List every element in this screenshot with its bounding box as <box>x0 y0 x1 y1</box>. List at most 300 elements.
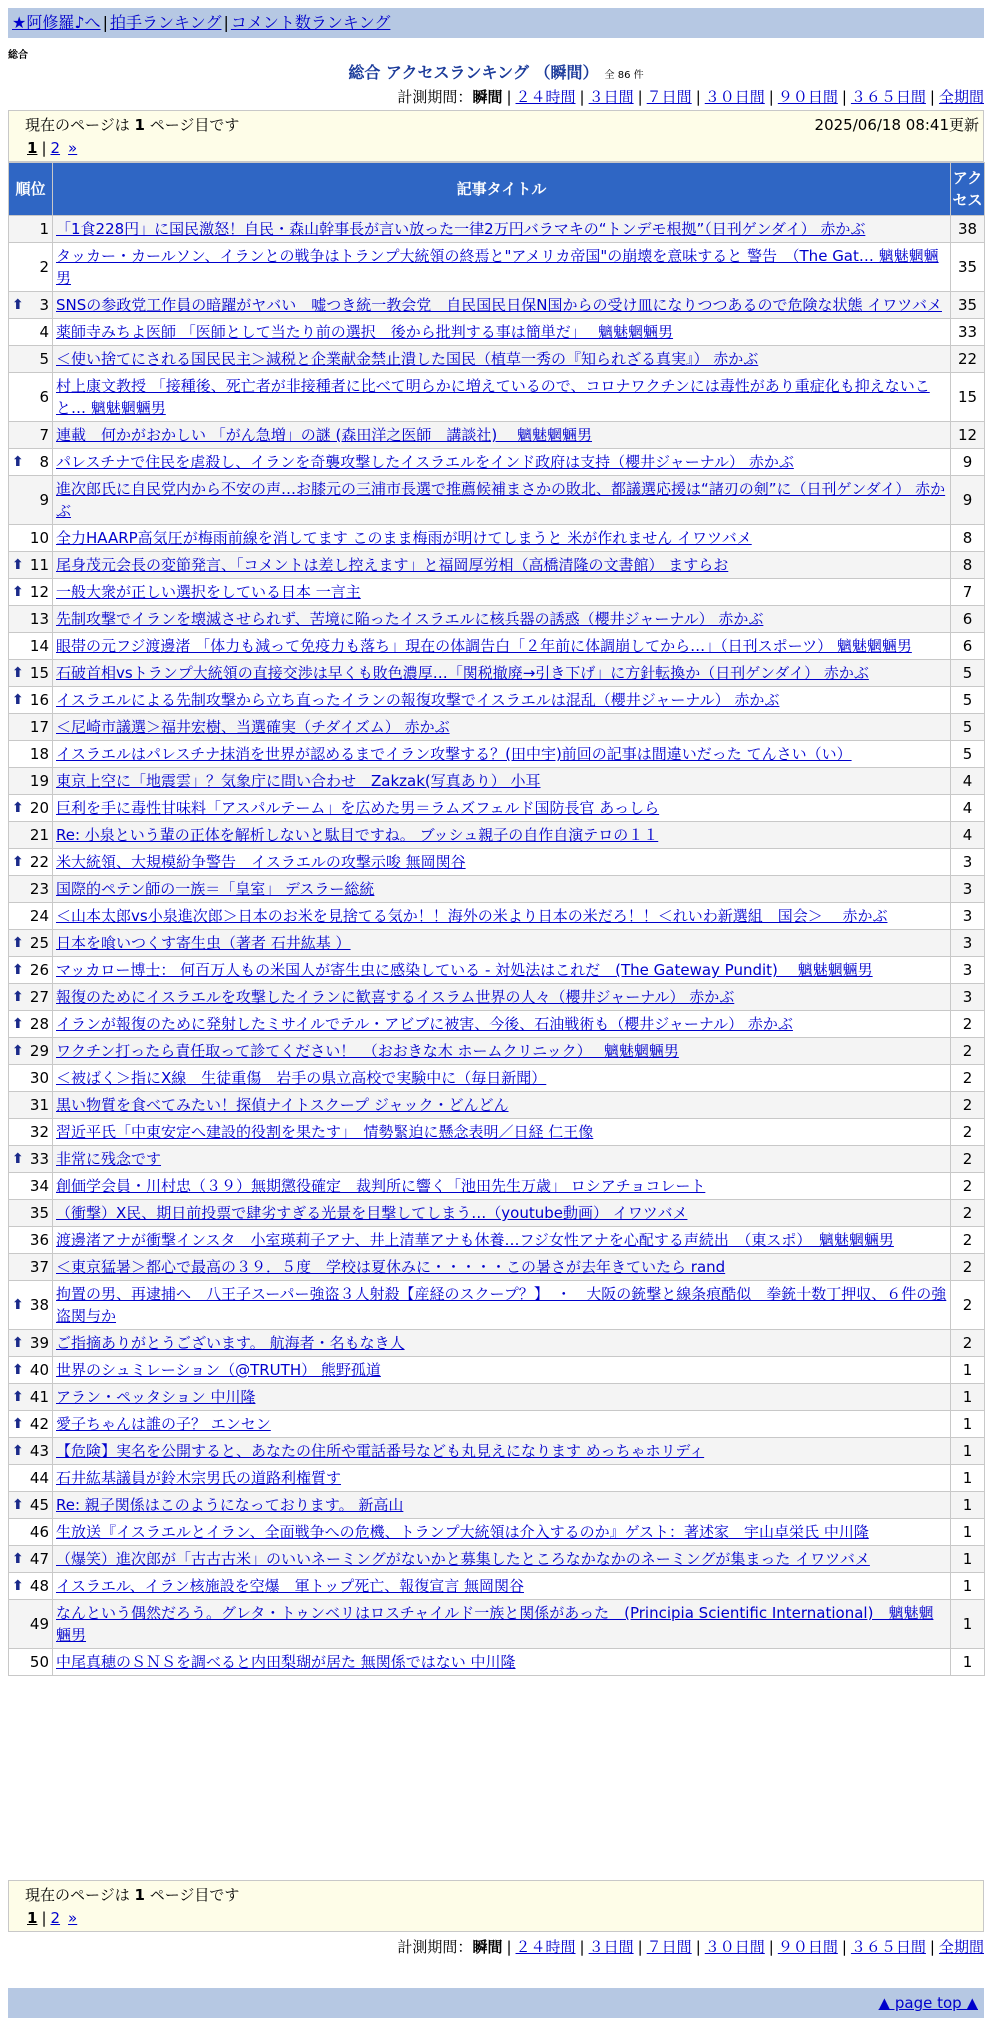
table-row <box>9 1573 985 1600</box>
pager: 1 | 2 » <box>27 1909 78 1927</box>
pager-next[interactable]: » <box>68 1909 78 1927</box>
rank-number: 40 <box>29 1361 49 1379</box>
rank-cell <box>9 984 53 1011</box>
access-count: 2 <box>951 1330 985 1357</box>
table-row <box>9 1600 985 1649</box>
article-link[interactable]: ご指摘ありがとうございます。 航海者・名もなき人 <box>56 1334 405 1352</box>
title-cell <box>53 373 951 422</box>
article-link[interactable]: なんという偶然だろう。グレタ・トゥンベリはロスチャイルド一族と関係があった (Principia Scientific International) 魑魅魍魎男 <box>56 1604 934 1644</box>
title-cell <box>53 1011 951 1038</box>
title-cell <box>53 1357 951 1384</box>
table-row <box>9 1357 985 1384</box>
rank-number: 43 <box>29 1442 49 1460</box>
rank-number: 26 <box>29 961 49 979</box>
access-count: 35 <box>951 243 985 292</box>
rank-cell <box>9 1600 53 1649</box>
rank-cell <box>9 525 53 552</box>
title-cell <box>53 1546 951 1573</box>
home-link[interactable]: ★阿修羅♪へ <box>12 13 101 32</box>
rank-cell <box>9 1065 53 1092</box>
article-link[interactable]: Re: 親子関係はこのようになっております。 新高山 <box>56 1496 404 1514</box>
access-count: 1 <box>951 1600 985 1649</box>
rank-number: 20 <box>29 799 49 817</box>
title-cell <box>53 1146 951 1173</box>
rank-number: 5 <box>39 350 49 368</box>
article-link[interactable]: SNSの参政党工作員の暗躍がヤバい 嘘つき統一教会党 自民国民日保N国からの受け皿になりつつあるので危険な状態 イワツバメ <box>56 296 942 314</box>
article-link[interactable]: 村上康文教授 「接種後、死亡者が非接種者に比べて明らかに増えているので、コロナワクチンには毒性があり重症化も抑えないこと… 魑魅魍魎男 <box>56 377 930 417</box>
ranking-heading <box>8 62 984 87</box>
access-count: 5 <box>951 660 985 687</box>
table-row <box>9 1411 985 1438</box>
period-link-365d[interactable]: ３６５日間 <box>850 1938 926 1956</box>
table-row <box>9 1384 985 1411</box>
title-cell <box>53 795 951 822</box>
period-link-7d[interactable]: ７日間 <box>646 88 692 106</box>
separator: | <box>102 13 108 32</box>
article-link[interactable]: イスラエル、イラン核施設を空爆 軍トップ死亡、報復宣言 無岡関谷 <box>56 1577 524 1595</box>
article-link[interactable]: アラン・ペッタション 中川隆 <box>56 1388 256 1406</box>
table-row <box>9 292 985 319</box>
pager-next[interactable]: » <box>68 139 78 157</box>
article-link[interactable]: 黒い物質を食べてみたい！探偵ナイトスクープ ジャック・どんどん <box>56 1096 509 1114</box>
access-count: 9 <box>951 449 985 476</box>
access-count: 3 <box>951 957 985 984</box>
access-count: 8 <box>951 552 985 579</box>
rank-up-arrow-icon: ⬆ <box>12 989 24 1005</box>
title-cell <box>53 1119 951 1146</box>
table-row <box>9 687 985 714</box>
applause-ranking-link[interactable]: 拍手ランキング <box>109 13 222 32</box>
title-cell <box>53 1519 951 1546</box>
rank-cell <box>9 1092 53 1119</box>
rank-number: 25 <box>29 934 49 952</box>
col-access-header: アクセス <box>951 163 985 216</box>
rank-number: 8 <box>39 453 49 471</box>
article-link[interactable]: 習近平氏「中東安定へ建設的役割を果たす」 情勢緊迫に懸念表明／日経 仁王像 <box>56 1123 594 1141</box>
article-link[interactable]: 巨利を手に毒性甘味料「アスパルテーム」を広めた男＝ラムズフェルド国防長官 あっしら <box>56 799 660 817</box>
table-row <box>9 1200 985 1227</box>
item-count: 全 86 件 <box>604 70 644 81</box>
title-cell <box>53 552 951 579</box>
title-cell <box>53 1573 951 1600</box>
table-row <box>9 346 985 373</box>
article-link[interactable]: マッカロー博士： 何百万人もの米国人が寄生虫に感染している - 対処法はこれだ (The Gateway Pundit) 魑魅魍魎男 <box>56 961 873 979</box>
rank-up-arrow-icon: ⬆ <box>12 1578 24 1594</box>
article-link[interactable]: 石井紘基議員が鈴木宗男氏の道路利権質す <box>56 1469 342 1487</box>
table-header-row <box>9 163 985 216</box>
rank-number: 1 <box>39 220 49 238</box>
rank-cell <box>9 876 53 903</box>
article-link[interactable]: 世界のシュミレーション（@TRUTH） 熊野孤道 <box>56 1361 381 1379</box>
rank-up-arrow-icon: ⬆ <box>12 584 24 600</box>
access-count: 3 <box>951 903 985 930</box>
access-count: 3 <box>951 849 985 876</box>
title-cell <box>53 1065 951 1092</box>
title-cell <box>53 1438 951 1465</box>
table-row <box>9 579 985 606</box>
rank-cell <box>9 1281 53 1330</box>
table-row <box>9 1519 985 1546</box>
title-cell <box>53 422 951 449</box>
article-link[interactable]: 報復のためにイスラエルを攻撃したイランに歓喜するイスラム世界の人々（櫻井ジャーナル） 赤かぶ <box>56 988 735 1006</box>
access-count: 4 <box>951 768 985 795</box>
pager: 1 | 2 » <box>27 139 78 157</box>
period-link-3d[interactable]: ３日間 <box>588 1938 634 1956</box>
table-row <box>9 1173 985 1200</box>
access-count: 7 <box>951 579 985 606</box>
rank-cell <box>9 552 53 579</box>
access-count: 3 <box>951 984 985 1011</box>
rank-number: 2 <box>39 258 49 276</box>
rank-number: 38 <box>29 1296 49 1314</box>
access-count: 5 <box>951 714 985 741</box>
rank-up-arrow-icon: ⬆ <box>12 962 24 978</box>
period-selector-top: 計測期間：瞬間 | ２４時間 | ３日間 | ７日間 | ３０日間 | ９０日間 | ３６５日間 | 全期間 <box>397 88 984 106</box>
access-count: 1 <box>951 1384 985 1411</box>
article-link[interactable]: 中尾真穂のＳＮＳを調べると内田梨瑚が居た 無関係ではない 中川隆 <box>56 1653 516 1671</box>
article-link[interactable]: 石破首相vsトランプ大統領の直接交渉は早くも敗色濃厚…「関税撤廃→引き下げ」に方針転換か（日刊ゲンダイ） 赤かぶ <box>56 664 869 682</box>
access-count: 6 <box>951 633 985 660</box>
rank-number: 32 <box>29 1123 49 1141</box>
title-cell <box>53 449 951 476</box>
title-cell <box>53 1384 951 1411</box>
period-link-all[interactable]: 全期間 <box>938 1938 984 1956</box>
rank-number: 37 <box>29 1258 49 1276</box>
rank-cell <box>9 292 53 319</box>
rank-up-arrow-icon: ⬆ <box>12 297 24 313</box>
article-link[interactable]: イスラエルはパレスチナ抹消を世界が認めるまでイラン攻撃する？(田中宇)前回の記事は間違いだった てんさい（い） <box>56 745 852 763</box>
rank-cell <box>9 768 53 795</box>
title-cell <box>53 687 951 714</box>
rank-number: 41 <box>29 1388 49 1406</box>
title-cell <box>53 579 951 606</box>
ranking-body <box>9 216 985 1676</box>
table-row <box>9 1281 985 1330</box>
article-link[interactable]: 創価学会員・川村忠（３９）無期懲役確定 裁判所に響く「池田先生万歳」 ロシアチョコレート <box>56 1177 706 1195</box>
article-link[interactable]: 連載 何かがおかしい 「がん急増」の謎 (森田洋之医師 講談社) 魑魅魍魎男 <box>56 426 593 444</box>
rank-number: 46 <box>29 1523 49 1541</box>
period-link-24h[interactable]: ２４時間 <box>515 1938 576 1956</box>
ranking-title: 総合 アクセスランキング （瞬間） <box>348 63 599 82</box>
article-link[interactable]: 非常に残念です <box>56 1150 162 1168</box>
article-link[interactable]: ＜東京猛暑＞都心で最高の３９．５度 学校は夏休みに・・・・・この暑さが去年きていたら rand <box>56 1258 726 1276</box>
rank-number: 39 <box>29 1334 49 1352</box>
table-row <box>9 930 985 957</box>
rank-cell <box>9 930 53 957</box>
rank-cell <box>9 795 53 822</box>
rank-cell <box>9 660 53 687</box>
rank-number: 49 <box>29 1615 49 1633</box>
title-cell <box>53 1038 951 1065</box>
table-row <box>9 1011 985 1038</box>
rank-number: 13 <box>29 610 49 628</box>
rank-up-arrow-icon: ⬆ <box>12 557 24 573</box>
rank-number: 36 <box>29 1231 49 1249</box>
rank-cell <box>9 1649 53 1676</box>
pager-link-2[interactable]: 2 <box>50 139 61 157</box>
table-row <box>9 449 985 476</box>
rank-up-arrow-icon: ⬆ <box>12 1151 24 1167</box>
table-row <box>9 714 985 741</box>
table-row <box>9 660 985 687</box>
rank-cell <box>9 1330 53 1357</box>
title-cell <box>53 1649 951 1676</box>
article-link[interactable]: 【危険】実名を公開すると、あなたの住所や電話番号なども丸見えになります めっちゃホリディ <box>56 1442 705 1460</box>
rank-cell <box>9 822 53 849</box>
rank-cell <box>9 1227 53 1254</box>
rank-up-arrow-icon: ⬆ <box>12 935 24 951</box>
page-top-link[interactable]: ▲ page top ▲ <box>878 1994 978 2012</box>
rank-cell <box>9 1357 53 1384</box>
rank-number: 44 <box>29 1469 49 1487</box>
article-link[interactable]: Re: 小泉という輩の正体を解析しないと駄目ですね。 ブッシュ親子の自作自演テロの１１ <box>56 826 659 844</box>
title-cell <box>53 633 951 660</box>
rank-number: 28 <box>29 1015 49 1033</box>
article-link[interactable]: イスラエルによる先制攻撃から立ち直ったイランの報復攻撃でイスラエルは混乱（櫻井ジャーナル） 赤かぶ <box>56 691 780 709</box>
article-link[interactable]: 「1食228円」に国民激怒！自民・森山幹事長が言い放った一律2万円バラマキの“トンデモ根拠”（日刊ゲンダイ） 赤かぶ <box>56 220 866 238</box>
article-link[interactable]: 一般大衆が正しい選択をしている日本 一言主 <box>56 583 361 601</box>
title-cell <box>53 930 951 957</box>
period-link-7d[interactable]: ７日間 <box>646 1938 692 1956</box>
table-row <box>9 1330 985 1357</box>
title-cell <box>53 1227 951 1254</box>
access-count: 2 <box>951 1254 985 1281</box>
table-row <box>9 795 985 822</box>
title-cell <box>53 319 951 346</box>
rank-cell <box>9 741 53 768</box>
rank-up-arrow-icon: ⬆ <box>12 692 24 708</box>
access-count: 2 <box>951 1092 985 1119</box>
table-row <box>9 1092 985 1119</box>
title-cell <box>53 606 951 633</box>
rank-cell <box>9 849 53 876</box>
table-row <box>9 876 985 903</box>
pager-current: 1 <box>27 139 38 157</box>
access-count: 35 <box>951 292 985 319</box>
period-current: 瞬間 <box>472 1938 503 1956</box>
title-cell <box>53 768 951 795</box>
article-link[interactable]: 尾身茂元会長の変節発言、「コメントは差し控えます」と福岡厚労相（高橋清隆の文書館） ますらお <box>56 556 729 574</box>
period-link-3d[interactable]: ３日間 <box>588 88 634 106</box>
access-count: 2 <box>951 1011 985 1038</box>
rank-cell <box>9 1146 53 1173</box>
table-row <box>9 768 985 795</box>
period-link-30d[interactable]: ３０日間 <box>704 88 765 106</box>
access-count: 3 <box>951 930 985 957</box>
article-link[interactable]: 生放送『イスラエルとイラン、全面戦争への危機、トランプ大統領は介入するのか』ゲスト：著述家 宇山卓栄氏 中川隆 <box>56 1523 869 1541</box>
period-link-365d[interactable]: ３６５日間 <box>850 88 926 106</box>
article-link[interactable]: （爆笑）進次郎が「古古古米」のいいネーミングがないかと募集したところなかなかのネーミングが集まった イワツバメ <box>56 1550 870 1568</box>
period-link-90d[interactable]: ９０日間 <box>777 1938 838 1956</box>
rank-cell <box>9 1200 53 1227</box>
rank-number: 47 <box>29 1550 49 1568</box>
table-row <box>9 1492 985 1519</box>
title-cell <box>53 243 951 292</box>
page-info-bottom <box>8 1880 984 1932</box>
period-label: 計測期間： <box>397 1938 473 1956</box>
period-current: 瞬間 <box>472 88 503 106</box>
access-count: 8 <box>951 525 985 552</box>
article-link[interactable]: ワクチン打ったら責任取って診てください！ （おおきな木 ホームクリニック） 魑魅魍魎男 <box>56 1042 679 1060</box>
article-link[interactable]: 日本を喰いつくす寄生虫（著者 石井紘基 ） <box>56 934 351 952</box>
col-title-header: 記事タイトル <box>53 163 951 216</box>
rank-number: 29 <box>29 1042 49 1060</box>
period-selector-bottom: 計測期間：瞬間 | ２４時間 | ３日間 | ７日間 | ３０日間 | ９０日間 | ３６５日間 | 全期間 <box>397 1938 984 1956</box>
table-row <box>9 633 985 660</box>
rank-number: 18 <box>29 745 49 763</box>
rank-cell <box>9 373 53 422</box>
table-row <box>9 1038 985 1065</box>
title-cell <box>53 1173 951 1200</box>
table-row <box>9 476 985 525</box>
title-cell <box>53 1465 951 1492</box>
article-link[interactable]: 愛子ちゃんは誰の子？ エンセン <box>56 1415 271 1433</box>
table-row <box>9 849 985 876</box>
rank-cell <box>9 579 53 606</box>
access-count: 1 <box>951 1411 985 1438</box>
article-link[interactable]: 米大統領、大規模紛争警告 イスラエルの攻撃示唆 無岡関谷 <box>56 853 466 871</box>
comment-ranking-link[interactable]: コメント数ランキング <box>230 13 391 32</box>
article-link[interactable]: 東京上空に「地震雲」？気象庁に問い合わせ Zakzak(写真あり） 小耳 <box>56 772 541 790</box>
access-count: 1 <box>951 1519 985 1546</box>
rank-cell <box>9 714 53 741</box>
rank-cell <box>9 1438 53 1465</box>
rank-up-arrow-icon: ⬆ <box>12 800 24 816</box>
article-link[interactable]: イランが報復のために発射したミサイルでテル・アビブに被害、今後、石油戦術も（櫻井ジャーナル） 赤かぶ <box>56 1015 793 1033</box>
rank-number: 24 <box>29 907 49 925</box>
title-cell <box>53 1330 951 1357</box>
title-cell <box>53 216 951 243</box>
rank-number: 45 <box>29 1496 49 1514</box>
rank-cell <box>9 687 53 714</box>
article-link[interactable]: 全力HAARP高気圧が梅雨前線を消してます このまま梅雨が明けてしまうと 米が作れません イワツバメ <box>56 529 752 547</box>
table-row <box>9 741 985 768</box>
title-cell <box>53 346 951 373</box>
article-link[interactable]: パレスチナで住民を虐殺し、イランを奇襲攻撃したイスラエルをインド政府は支持（櫻井ジャーナル） 赤かぶ <box>56 453 794 471</box>
rank-number: 23 <box>29 880 49 898</box>
rank-cell <box>9 957 53 984</box>
article-link[interactable]: 国際的ペテン師の一族＝「皇室」 デスラー総統 <box>56 880 375 898</box>
access-count: 2 <box>951 1065 985 1092</box>
ranking-table <box>8 162 985 1676</box>
table-row <box>9 1146 985 1173</box>
rank-number: 19 <box>29 772 49 790</box>
period-link-30d[interactable]: ３０日間 <box>704 1938 765 1956</box>
title-cell <box>53 714 951 741</box>
rank-number: 9 <box>39 491 49 509</box>
title-cell <box>53 741 951 768</box>
rank-number: 22 <box>29 853 49 871</box>
table-row <box>9 525 985 552</box>
rank-number: 31 <box>29 1096 49 1114</box>
title-cell <box>53 660 951 687</box>
access-count: 9 <box>951 476 985 525</box>
title-cell <box>53 525 951 552</box>
article-link[interactable]: ＜使い捨てにされる国民民主＞減税と企業献金禁止潰した国民（植草一秀の『知られざる真実』） 赤かぶ <box>56 350 759 368</box>
access-count: 2 <box>951 1281 985 1330</box>
rank-cell <box>9 1038 53 1065</box>
article-link[interactable]: 先制攻撃でイランを壊滅させられず、苦境に陥ったイスラエルに核兵器の誘惑（櫻井ジャーナル） 赤かぶ <box>56 610 764 628</box>
rank-cell <box>9 1411 53 1438</box>
rank-number: 15 <box>29 664 49 682</box>
title-cell <box>53 903 951 930</box>
period-link-90d[interactable]: ９０日間 <box>777 88 838 106</box>
rank-up-arrow-icon: ⬆ <box>12 1497 24 1513</box>
access-count: 1 <box>951 1465 985 1492</box>
article-link[interactable]: ＜山本太郎vs小泉進次郎＞日本のお米を見捨てる気か！！海外の米より日本の米だろ！！＜れいわ新選組 国会＞ 赤かぶ <box>56 907 888 925</box>
rank-up-arrow-icon: ⬆ <box>12 1443 24 1459</box>
rank-number: 12 <box>29 583 49 601</box>
rank-cell <box>9 216 53 243</box>
access-count: 4 <box>951 822 985 849</box>
page-info-top <box>8 110 984 162</box>
article-link[interactable]: 薬師寺みちよ医師 「医師として当たり前の選択 後から批判する事は簡単だ」 魑魅魍魎男 <box>56 323 674 341</box>
rank-number: 16 <box>29 691 49 709</box>
rank-cell <box>9 1119 53 1146</box>
rank-cell <box>9 633 53 660</box>
table-row <box>9 216 985 243</box>
article-link[interactable]: 拘置の男、再逮捕へ 八王子スーパー強盗３人射殺【産経のスクープ？】 ・ 大阪の銃撃と線条痕酷似 拳銃十数丁押収、６件の強盗関与か <box>56 1285 947 1325</box>
updated-time: 2025/06/18 08:41更新 <box>814 116 979 134</box>
rank-cell <box>9 319 53 346</box>
period-link-24h[interactable]: ２４時間 <box>515 88 576 106</box>
rank-number: 10 <box>29 529 49 547</box>
rank-number: 30 <box>29 1069 49 1087</box>
rank-up-arrow-icon: ⬆ <box>12 854 24 870</box>
rank-cell <box>9 449 53 476</box>
access-count: 6 <box>951 606 985 633</box>
title-cell <box>53 1492 951 1519</box>
rank-cell <box>9 1254 53 1281</box>
access-count: 2 <box>951 1038 985 1065</box>
table-row <box>9 1065 985 1092</box>
access-count: 1 <box>951 1438 985 1465</box>
access-count: 1 <box>951 1546 985 1573</box>
rank-up-arrow-icon: ⬆ <box>12 1389 24 1405</box>
rank-cell <box>9 1573 53 1600</box>
bottom-bar <box>8 1988 984 2018</box>
access-count: 2 <box>951 1119 985 1146</box>
title-cell <box>53 876 951 903</box>
title-cell <box>53 476 951 525</box>
article-link[interactable]: ＜被ばく＞指にX線 生徒重傷 岩手の県立高校で実験中に（毎日新聞） <box>56 1069 547 1087</box>
pager-current: 1 <box>27 1909 38 1927</box>
article-link[interactable]: 渡邊渚アナが衝撃インスタ 小室瑛莉子アナ、井上清華アナも休養…フジ女性アナを心配する声続出 （東スポ） 魑魅魍魎男 <box>56 1231 894 1249</box>
rank-number: 33 <box>29 1150 49 1168</box>
rank-number: 7 <box>39 426 49 444</box>
title-cell <box>53 1254 951 1281</box>
pager-link-2[interactable]: 2 <box>50 1909 61 1927</box>
article-link[interactable]: （衝撃）X民、期日前投票で肆劣すぎる光景を目撃してしまう…（youtube動画） イワツバメ <box>56 1204 688 1222</box>
period-link-all[interactable]: 全期間 <box>938 88 984 106</box>
access-count: 5 <box>951 687 985 714</box>
rank-cell <box>9 1546 53 1573</box>
article-link[interactable]: タッカー・カールソン、イランとの戦争はトランプ大統領の終焉と"アメリカ帝国"の崩壊を意味すると 警告 （The Gat… 魑魅魍魎男 <box>56 247 939 287</box>
rank-up-arrow-icon: ⬆ <box>12 1416 24 1432</box>
title-cell <box>53 292 951 319</box>
access-count: 1 <box>951 1573 985 1600</box>
article-link[interactable]: ＜尼崎市議選＞福井宏樹、当選確実（チダイズム） 赤かぶ <box>56 718 450 736</box>
rank-cell <box>9 606 53 633</box>
article-link[interactable]: 眼帯の元フジ渡邊渚 「体力も減って免疫力も落ち」現在の体調告白「２年前に体調崩してから…」（日刊スポーツ） 魑魅魍魎男 <box>56 637 912 655</box>
title-cell <box>53 1092 951 1119</box>
rank-cell <box>9 1173 53 1200</box>
page-indicator: 現在のページは 1 ページ目です <box>25 116 240 134</box>
rank-number: 11 <box>29 556 49 574</box>
rank-up-arrow-icon: ⬆ <box>12 1551 24 1567</box>
access-count: 33 <box>951 319 985 346</box>
article-link[interactable]: 進次郎氏に自民党内から不安の声…お膝元の三浦市長選で推薦候補まさかの敗北、都議選応援は“諸刃の剣”に（日刊ゲンダイ） 赤かぶ <box>56 480 946 520</box>
